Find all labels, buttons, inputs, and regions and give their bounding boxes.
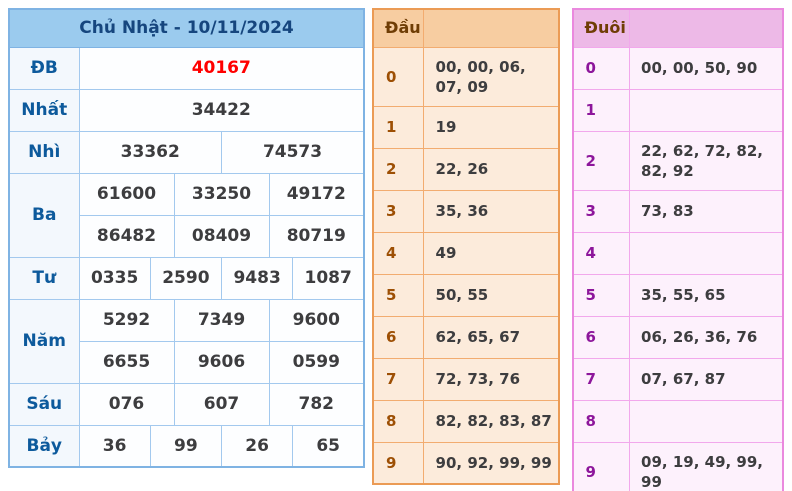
prize-value: 5292 — [79, 299, 174, 341]
dau-row-9 — [373, 442, 559, 484]
duoi-row-6 — [573, 316, 783, 358]
prize-label-nhat: Nhất — [9, 89, 79, 131]
dau-digit-5: 5 — [373, 274, 423, 316]
duoi-values-1 — [630, 89, 783, 131]
duoi-values-4 — [630, 232, 783, 274]
prize-value: 782 — [269, 383, 364, 425]
duoi-digit-4: 4 — [573, 232, 630, 274]
dau-digit-4: 4 — [373, 232, 423, 274]
dau-digit-0: 0 — [373, 47, 423, 106]
prize-label-ba: Ba — [9, 173, 79, 257]
dau-values-4: 49 — [423, 232, 559, 274]
dau-values-6: 62, 65, 67 — [423, 316, 559, 358]
dau-header-empty — [423, 9, 559, 47]
duoi-row-0 — [573, 47, 783, 89]
dau-values-9: 90, 92, 99, 99 — [423, 442, 559, 484]
dau-summary-table — [372, 8, 560, 485]
duoi-digit-9: 9 — [573, 442, 630, 491]
dau-values-3: 35, 36 — [423, 190, 559, 232]
dau-digit-2: 2 — [373, 148, 423, 190]
dau-digit-7: 7 — [373, 358, 423, 400]
prize-value: 9606 — [174, 341, 269, 383]
prize-value: 33250 — [174, 173, 269, 215]
prize-value: 33362 — [79, 131, 222, 173]
dau-row-1 — [373, 106, 559, 148]
prize-row-tu — [9, 257, 364, 299]
prize-row-db — [9, 47, 364, 89]
prize-value: 9483 — [222, 257, 293, 299]
duoi-header-row — [573, 9, 783, 47]
duoi-digit-3: 3 — [573, 190, 630, 232]
results-title-row — [9, 9, 364, 47]
dau-digit-1: 1 — [373, 106, 423, 148]
duoi-summary-table — [572, 8, 784, 491]
prize-value: 36 — [79, 425, 150, 467]
dau-values-1: 19 — [423, 106, 559, 148]
dau-digit-6: 6 — [373, 316, 423, 358]
prize-value: 0599 — [269, 341, 364, 383]
duoi-digit-1: 1 — [573, 89, 630, 131]
dau-row-7 — [373, 358, 559, 400]
dau-digit-8: 8 — [373, 400, 423, 442]
dau-digit-9: 9 — [373, 442, 423, 484]
prize-row-nhat — [9, 89, 364, 131]
prize-value: 6655 — [79, 341, 174, 383]
prize-label-sau: Sáu — [9, 383, 79, 425]
dau-row-3 — [373, 190, 559, 232]
prize-row-sau — [9, 383, 364, 425]
prize-value: 61600 — [79, 173, 174, 215]
dau-row-4 — [373, 232, 559, 274]
prize-label-tu: Tư — [9, 257, 79, 299]
duoi-row-1 — [573, 89, 783, 131]
duoi-digit-8: 8 — [573, 400, 630, 442]
duoi-values-8 — [630, 400, 783, 442]
prize-label-nam: Năm — [9, 299, 79, 383]
dau-digit-3: 3 — [373, 190, 423, 232]
prize-label-db: ĐB — [9, 47, 79, 89]
lottery-results-table — [8, 8, 365, 468]
prize-value: 1087 — [293, 257, 364, 299]
prize-value: 99 — [150, 425, 221, 467]
prize-value: 607 — [174, 383, 269, 425]
duoi-row-2 — [573, 131, 783, 190]
duoi-row-3 — [573, 190, 783, 232]
duoi-values-9: 09, 19, 49, 99, 99 — [630, 442, 783, 491]
dau-values-8: 82, 82, 83, 87 — [423, 400, 559, 442]
dau-values-0: 00, 00, 06, 07, 09 — [423, 47, 559, 106]
duoi-values-6: 06, 26, 36, 76 — [630, 316, 783, 358]
duoi-row-9 — [573, 442, 783, 491]
duoi-values-7: 07, 67, 87 — [630, 358, 783, 400]
prize-value: 86482 — [79, 215, 174, 257]
prize-value: 65 — [293, 425, 364, 467]
duoi-row-4 — [573, 232, 783, 274]
dau-row-6 — [373, 316, 559, 358]
prize-value: 34422 — [79, 89, 364, 131]
prize-value: 49172 — [269, 173, 364, 215]
dau-values-2: 22, 26 — [423, 148, 559, 190]
prize-label-bay: Bảy — [9, 425, 79, 467]
prize-value: 80719 — [269, 215, 364, 257]
duoi-values-0: 00, 00, 50, 90 — [630, 47, 783, 89]
prize-row-ba-1 — [9, 173, 364, 215]
dau-header-label: Đầu — [373, 9, 423, 47]
dau-row-5 — [373, 274, 559, 316]
duoi-digit-7: 7 — [573, 358, 630, 400]
duoi-header-label: Đuôi — [573, 9, 630, 47]
duoi-digit-6: 6 — [573, 316, 630, 358]
dau-header-row — [373, 9, 559, 47]
duoi-row-5 — [573, 274, 783, 316]
duoi-digit-2: 2 — [573, 131, 630, 190]
duoi-row-7 — [573, 358, 783, 400]
prize-value: 7349 — [174, 299, 269, 341]
duoi-header-empty — [630, 9, 783, 47]
prize-row-nhi — [9, 131, 364, 173]
prize-value: 08409 — [174, 215, 269, 257]
prize-value: 076 — [79, 383, 174, 425]
prize-value: 9600 — [269, 299, 364, 341]
dau-values-5: 50, 55 — [423, 274, 559, 316]
dau-row-2 — [373, 148, 559, 190]
prize-value: 74573 — [222, 131, 365, 173]
duoi-row-8 — [573, 400, 783, 442]
special-prize-value: 40167 — [79, 47, 364, 89]
duoi-values-3: 73, 83 — [630, 190, 783, 232]
prize-value: 0335 — [79, 257, 150, 299]
duoi-digit-5: 5 — [573, 274, 630, 316]
dau-values-7: 72, 73, 76 — [423, 358, 559, 400]
prize-row-bay — [9, 425, 364, 467]
prize-value: 2590 — [150, 257, 221, 299]
dau-row-8 — [373, 400, 559, 442]
prize-row-nam-1 — [9, 299, 364, 341]
prize-value: 26 — [222, 425, 293, 467]
duoi-values-5: 35, 55, 65 — [630, 274, 783, 316]
duoi-values-2: 22, 62, 72, 82, 82, 92 — [630, 131, 783, 190]
results-date-title: Chủ Nhật - 10/11/2024 — [9, 9, 364, 47]
prize-label-nhi: Nhì — [9, 131, 79, 173]
duoi-digit-0: 0 — [573, 47, 630, 89]
dau-row-0 — [373, 47, 559, 106]
